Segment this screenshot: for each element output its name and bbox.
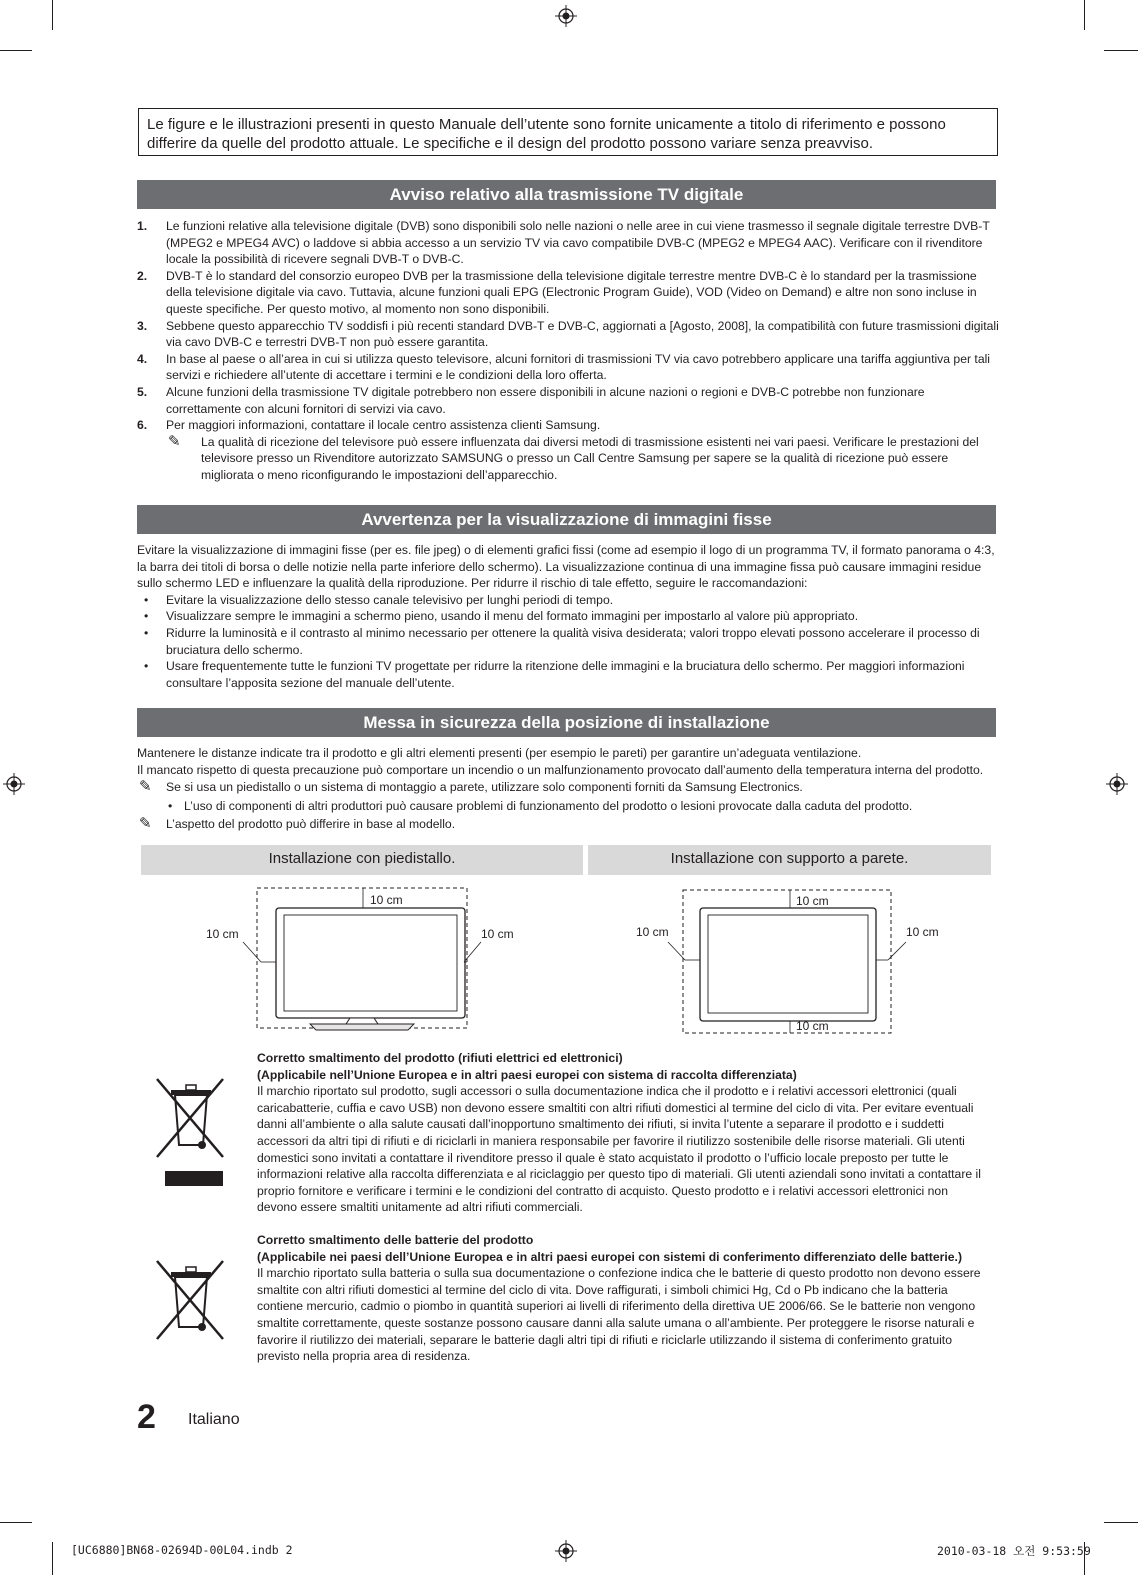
list-item xyxy=(137,798,997,815)
crop-mark xyxy=(0,50,32,51)
list-item xyxy=(137,625,997,658)
ventilation-text: Mantenere le distanze indicate tra il prodotto e gli altri elementi presenti (per esempio le pareti) per garantire un’adeguata ventilazione. xyxy=(137,746,862,760)
crossed-out-wheelie-bin-icon xyxy=(151,1073,231,1188)
digital-tv-list xyxy=(137,218,999,484)
top-clearance-label: 10 cm xyxy=(370,893,403,907)
note xyxy=(137,779,997,796)
pencil-note-icon: ✎ xyxy=(139,778,152,796)
page-number: 2 xyxy=(137,1398,156,1436)
still-images-body xyxy=(137,542,997,691)
item-text: Alcune funzioni della trasmissione TV digitale potrebbero non essere disponibili in alcune nazioni o regioni e DVB-C potrebbe non funzionare correttamente con alcuni fornitori di servizi via cavo. xyxy=(166,384,925,416)
crop-mark xyxy=(52,1542,53,1575)
item-text: In base al paese o all’area in cui si utilizza questo televisore, alcuni fornitori di trasmissioni TV via cavo potrebbero applicare una tariffa aggiuntiva per tali servizi e richiedere all’utente di accettare i termini e le condizioni della loro offerta. xyxy=(166,351,991,383)
battery-title: Corretto smaltimento delle batterie del prodotto xyxy=(257,1233,534,1247)
item-number: 6. xyxy=(137,418,148,433)
battery-subtitle: (Applicabile nei paesi dell’Unione Europea e in altri paesi europei con sistemi di conferimento differenziato delle batterie.) xyxy=(257,1249,963,1264)
top-clearance-label: 10 cm xyxy=(796,894,829,908)
item-number: 2. xyxy=(137,268,148,283)
stand-clearance-diagram xyxy=(200,884,530,1034)
item-number: 3. xyxy=(137,318,148,333)
item-text: Evitare la visualizzazione dello stesso canale televisivo per lunghi periodi di tempo. xyxy=(166,592,614,607)
bullet: • xyxy=(144,659,149,674)
registration-mark-icon xyxy=(3,773,25,795)
print-timestamp: 2010-03-18 오전 9:53:59 xyxy=(937,1544,1091,1558)
item-text: Sebbene questo apparecchio TV soddisfi i più recenti standard DVB-T e DVB-C, aggiornati a [Agosto, 2008], la compatibilità con future trasmissioni digitali via cavo DVB-C e terrestri DVB-T non può essere garantita. xyxy=(166,318,999,350)
wall-installation-label: Installazione con supporto a parete. xyxy=(588,845,991,875)
crop-mark xyxy=(52,0,53,30)
disclaimer-box xyxy=(138,108,998,156)
pencil-note-icon: ✎ xyxy=(168,432,181,450)
weee-title: Corretto smaltimento del prodotto (rifiuti elettrici ed elettronici) xyxy=(257,1051,623,1065)
registration-mark-icon xyxy=(555,1540,577,1562)
crop-mark xyxy=(1104,50,1138,51)
section-heading-still-images: Avvertenza per la visualizzazione di immagini fisse xyxy=(137,505,996,534)
item-number: 1. xyxy=(137,219,148,233)
item-text: DVB-T è lo standard del consorzio europeo DVB per la trasmissione della televisione digitale terrestre mentre DVB-C è lo standard per la trasmissione della televisione digitale via cavo. Tuttavia, alcune funzioni quali EPG (Electronic Program Guide), VOD (Video on Demand) e altre non sono incluse in queste specifiche. Per questo motivo, al momento non sono disponibili. xyxy=(166,268,977,316)
section-heading-installation: Messa in sicurezza della posizione di installazione xyxy=(137,708,996,737)
item-text: L’uso di componenti di altri produttori può causare problemi di funzionamento del prodotto o lesioni provocate dalla caduta del prodotto. xyxy=(184,798,913,813)
battery-disposal-notice xyxy=(257,1232,987,1365)
list-item xyxy=(137,608,997,625)
bullet: • xyxy=(144,609,149,624)
note-text: L’aspetto del prodotto può differire in base al modello. xyxy=(166,817,456,832)
right-clearance-label: 10 cm xyxy=(481,927,514,941)
item-number: 5. xyxy=(137,384,148,399)
installation-body xyxy=(137,745,997,833)
note-text: Se si usa un piedistallo o un sistema di montaggio a parete, utilizzare solo componenti forniti da Samsung Electronics. xyxy=(166,780,803,795)
list-item xyxy=(137,268,999,318)
weee-subtitle: (Applicabile nell’Unione Europea e in altri paesi europei con sistema di raccolta differenziata) xyxy=(257,1067,797,1082)
registration-mark-icon xyxy=(1106,773,1128,795)
left-clearance-label: 10 cm xyxy=(206,927,239,941)
bullet: • xyxy=(144,625,149,640)
note xyxy=(137,434,999,484)
item-text: Usare frequentemente tutte le funzioni TV progettate per ridurre la ritenzione delle immagini e la bruciatura dello schermo. Per maggiori informazioni consultare l’apposita sezione del manuale dell’utente. xyxy=(166,659,965,690)
weee-body: Il marchio riportato sul prodotto, sugli accessori o sulla documentazione indica che il prodotto e i relativi accessori elettronici (quali caricabatterie, cuffia e cavo USB) non devono essere smaltiti con altri rifiuti domestici al termine del ciclo di vita. Per evitare eventuali danni all’ambiente o alla salute causati dall’inopportuno smaltimento dei rifiuti, si invita l’utente a separare il prodotto e i suddetti accessori da altri tipi di rifiuti e di riciclarli in maniera responsabile per favorire il riutilizzo sostenibile delle risorse materiali. Gli utenti domestici sono invitati a contattare il rivenditore presso il quale è stato acquistato il prodotto o l’ufficio locale preposto per tutte le informazioni relative alla raccolta differenziata e al riciclaggio per questo tipo di materiali. Gli utenti aziendali sono invitati a contattare il proprio fornitore e verificare i termini e le condizioni del contratto di acquisto. Questo prodotto e i relativi accessori elettronici non devono essere smaltiti unitamente ad altri rifiuti commerciali. xyxy=(257,1084,981,1215)
battery-body: Il marchio riportato sulla batteria o sulla sua documentazione o confezione indica che le batterie di questo prodotto non devono essere smaltite con altri rifiuti domestici al termine del ciclo di vita. Dove raffigurati, i simboli chimici Hg, Cd o Pb indicano che la batteria contiene mercurio, cadmio o piombo in quantità superiori ai livelli di riferimento della direttiva UE 2006/66. Se le batterie non vengono smaltite correttamente, queste sostanze possono causare danni alla salute umana o all’ambiente. Per proteggere le risorse naturali e favorire il riutilizzo dei materiali, separare le batterie dagli altri tipi di rifiuti e riciclarle utilizzando il sistema di conferimento gratuito previsto nella propria area di residenza. xyxy=(257,1266,981,1364)
stand-installation-label: Installazione con piedistallo. xyxy=(141,845,583,875)
bullet: • xyxy=(168,798,173,813)
list-item xyxy=(137,417,999,434)
list-item xyxy=(137,351,999,384)
item-text: Per maggiori informazioni, contattare il locale centro assistenza clienti Samsung. xyxy=(166,418,601,433)
note-text: La qualità di ricezione del televisore può essere influenzata dai diversi metodi di trasmissione esistenti nei vari paesi. Verificare le prestazioni del televisore presso un Rivenditore autorizzato SAMSUNG o presso un Call Centre Samsung per sapere se la qualità di ricezione può essere migliorata o meno riconfigurando le impostazioni dell’apparecchio. xyxy=(201,434,979,482)
item-text: Visualizzare sempre le immagini a schermo pieno, usando il menu del formato immagini per impostarlo al valore più appropriato. xyxy=(166,609,859,624)
left-clearance-label: 10 cm xyxy=(636,925,669,939)
item-text: Ridurre la luminosità e il contrasto al minimo necessario per ottenere la qualità visiva desiderata; valori troppo elevati possono accelerare il processo di bruciatura dello schermo. xyxy=(166,625,980,657)
section-heading-digital-tv: Avviso relativo alla trasmissione TV digitale xyxy=(137,180,996,209)
pencil-note-icon: ✎ xyxy=(139,815,152,833)
note xyxy=(137,816,997,833)
wall-mount-clearance-diagram xyxy=(630,884,960,1039)
intro-paragraph: Evitare la visualizzazione di immagini fisse (per es. file jpeg) o di elementi grafici fissi (come ad esempio il logo di un programma TV, il formato panorama o 4:3, la barra dei titoli di borsa o delle notizie nella parte inferiore dello schermo). La visualizzazione continua di una immagine fissa può causare immagini residue sullo schermo LED e influenzare la qualità della riproduzione. Per ridurre il rischio di tale effetto, seguire le raccomandazioni: xyxy=(137,543,995,591)
crop-mark xyxy=(0,1522,32,1523)
registration-mark-icon xyxy=(555,5,577,27)
list-item xyxy=(137,592,997,609)
item-number: 4. xyxy=(137,351,148,366)
language-label: Italiano xyxy=(188,1411,240,1428)
list-item xyxy=(137,658,997,691)
right-clearance-label: 10 cm xyxy=(906,925,939,939)
disclaimer-line: Le figure e le illustrazioni presenti in questo Manuale dell’utente sono fornite unicamente a titolo di riferimento e possono xyxy=(147,116,946,133)
bottom-clearance-label: 10 cm xyxy=(796,1019,829,1033)
crop-mark xyxy=(1084,0,1085,30)
crop-mark xyxy=(1104,1522,1138,1523)
weee-disposal-notice xyxy=(257,1050,987,1216)
list-item xyxy=(137,218,999,268)
item-text: Le funzioni relative alla televisione digitale (DVB) sono disponibili solo nelle nazioni o nelle aree in cui viene trasmesso il segnale digitale terrestre DVB-T (MPEG2 e MPEG4 AVC) o laddove si abbia accesso a un servizio TV via cavo compatibile DVB-C (MPEG2 e MPEG4 AAC). Verificare con il rivenditore locale la possibilità di ricevere segnali DVB-T o DVB-C. xyxy=(166,219,990,267)
crossed-out-wheelie-bin-icon xyxy=(151,1255,231,1345)
recommendation-list xyxy=(137,592,997,692)
fire-warning-text: Il mancato rispetto di questa precauzione può comportare un incendio o un malfunzionamento provocato dall’aumento della temperatura interna del prodotto. xyxy=(137,762,984,777)
bullet: • xyxy=(144,592,149,607)
list-item xyxy=(137,384,999,417)
file-name: [UC6880]BN68-02694D-00L04.indb 2 xyxy=(71,1543,293,1557)
disclaimer-line: differire da quelle del prodotto attuale. Le specifiche e il design del prodotto possono variare senza preavviso. xyxy=(147,135,874,152)
list-item xyxy=(137,318,999,351)
